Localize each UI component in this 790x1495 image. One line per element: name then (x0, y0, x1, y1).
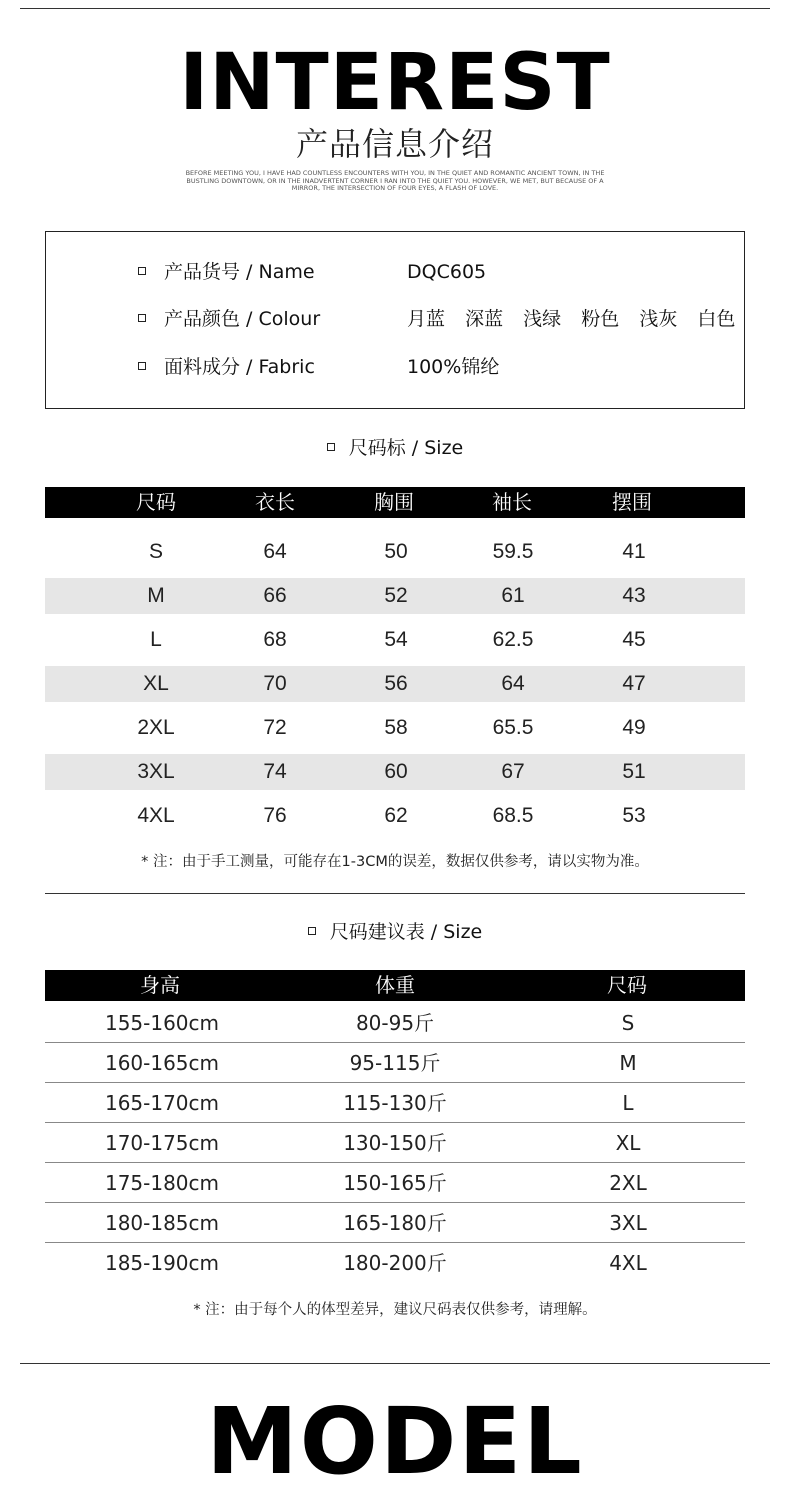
table-row (45, 1083, 745, 1123)
table-cell: 56 (384, 672, 408, 695)
table-cell: 130-150斤 (343, 1131, 447, 1155)
table-cell: 50 (384, 540, 408, 563)
column-header: 胸围 (374, 490, 414, 514)
table-cell: 68 (263, 628, 287, 651)
table-cell: XL (615, 1131, 641, 1155)
column-header: 尺码 (607, 973, 647, 997)
column-header: 袖长 (492, 490, 532, 514)
model-section-title: MODEL (206, 1388, 584, 1495)
table-cell: 2XL (137, 716, 175, 739)
table-cell: 61 (501, 584, 525, 607)
size-chart-heading (0, 433, 790, 463)
tagline: BEFORE MEETING YOU, I HAVE HAD COUNTLESS ENCOUNTERS WITH YOU, IN THE QUIET AND ROMANTIC ANCIENT TOWN, IN THE BUSTLING DOWNTOWN, OR IN THE INADVERTENT CORNER I RAN INTO THE QUIET YOU. HOWEVER, WE MET, BUT BECAUSE OF A MIRROR, THE INTERSECTION OF FOUR EYES, A FLASH OF LOVE. (185, 169, 605, 192)
table-cell: 185-190cm (104, 1251, 220, 1275)
table-cell: 70 (263, 672, 287, 695)
table-cell: 150-165斤 (343, 1171, 447, 1195)
table-row (45, 1163, 745, 1203)
table-row (45, 710, 745, 746)
table-cell: 160-165cm (104, 1051, 220, 1075)
table-cell: 115-130斤 (343, 1091, 447, 1115)
square-bullet-icon (327, 443, 335, 451)
table-cell: 53 (622, 804, 646, 827)
table-cell: 66 (263, 584, 287, 607)
table-cell: 76 (263, 804, 287, 827)
table-row (45, 754, 745, 790)
table-cell: 4XL (609, 1251, 647, 1275)
table-cell: S (621, 1011, 635, 1035)
table-cell: 175-180cm (104, 1171, 220, 1195)
table-cell: 45 (622, 628, 646, 651)
square-bullet-icon (138, 267, 146, 275)
page-title: INTEREST (179, 38, 611, 128)
table-cell: 165-180斤 (343, 1211, 447, 1235)
table-cell: 180-200斤 (343, 1251, 447, 1275)
table-cell: 68.5 (492, 804, 534, 827)
page-subtitle: 产品信息介绍 (295, 125, 494, 163)
info-row-colour (46, 304, 744, 334)
table-cell: L (150, 628, 162, 651)
table-row (45, 798, 745, 834)
table-cell: 2XL (609, 1171, 647, 1195)
table-cell: L (622, 1091, 634, 1115)
table-cell: M (147, 584, 165, 607)
table-cell: XL (143, 672, 169, 695)
table-cell: 51 (622, 760, 646, 783)
recommend-chart-heading (0, 917, 790, 947)
table-row (45, 1043, 745, 1083)
section-divider (45, 893, 745, 894)
table-cell: 3XL (137, 760, 175, 783)
square-bullet-icon (138, 362, 146, 370)
table-row (45, 1003, 745, 1043)
table-row (45, 534, 745, 570)
table-cell: 67 (501, 760, 525, 783)
table-cell: 60 (384, 760, 408, 783)
table-cell: 72 (263, 716, 287, 739)
table-cell: 54 (384, 628, 408, 651)
info-value: DQC605 (407, 261, 487, 283)
table-cell: 62.5 (492, 628, 534, 651)
bottom-rule (20, 1363, 770, 1364)
table-cell: 74 (263, 760, 287, 783)
recommend-chart-header-row (45, 970, 745, 1001)
info-label: 产品颜色 / Colour (164, 308, 321, 330)
column-header: 衣长 (255, 490, 295, 514)
table-cell: 155-160cm (104, 1011, 220, 1035)
table-row (45, 578, 745, 614)
table-cell: 4XL (137, 804, 175, 827)
table-cell: 65.5 (492, 716, 534, 739)
info-label: 面料成分 / Fabric (164, 356, 315, 378)
table-cell: 3XL (609, 1211, 647, 1235)
table-row (45, 666, 745, 702)
column-header: 摆围 (612, 490, 652, 514)
info-row-name (46, 257, 744, 287)
recommend-chart-note: * 注：由于每个人的体型差异，建议尺码表仅供参考，请理解。 (193, 1302, 597, 1318)
table-row (45, 1243, 745, 1283)
column-header: 身高 (140, 973, 180, 997)
info-value: 100%锦纶 (407, 356, 500, 378)
table-cell: 180-185cm (104, 1211, 220, 1235)
top-rule (20, 8, 770, 9)
table-cell: 41 (622, 540, 646, 563)
column-header: 尺码 (136, 490, 176, 514)
square-bullet-icon (308, 927, 316, 935)
size-chart-heading-text: 尺码标 / Size (348, 437, 464, 459)
table-cell: 80-95斤 (355, 1011, 435, 1035)
table-row (45, 622, 745, 658)
table-cell: 47 (622, 672, 646, 695)
table-cell: 165-170cm (104, 1091, 220, 1115)
table-cell: 64 (263, 540, 287, 563)
table-cell: 52 (384, 584, 408, 607)
product-info-box (45, 231, 745, 409)
column-header: 体重 (375, 973, 415, 997)
table-cell: 95-115斤 (349, 1051, 441, 1075)
table-row (45, 1203, 745, 1243)
info-row-fabric (46, 352, 744, 382)
table-cell: 58 (384, 716, 408, 739)
table-cell: 59.5 (492, 540, 534, 563)
table-cell: M (619, 1051, 637, 1075)
table-cell: 62 (384, 804, 408, 827)
info-value: 月蓝 深蓝 浅绿 粉色 浅灰 白色 (407, 308, 736, 330)
recommend-chart-heading-text: 尺码建议表 / Size (329, 921, 483, 943)
table-cell: 170-175cm (104, 1131, 220, 1155)
table-cell: 64 (501, 672, 525, 695)
square-bullet-icon (138, 314, 146, 322)
size-chart-note: * 注：由于手工测量，可能存在1-3CM的误差，数据仅供参考，请以实物为准。 (141, 854, 649, 870)
info-label: 产品货号 / Name (164, 261, 315, 283)
table-cell: 49 (622, 716, 646, 739)
size-chart-header-row (45, 487, 745, 518)
table-cell: 43 (622, 584, 646, 607)
table-cell: S (148, 540, 163, 563)
table-row (45, 1123, 745, 1163)
